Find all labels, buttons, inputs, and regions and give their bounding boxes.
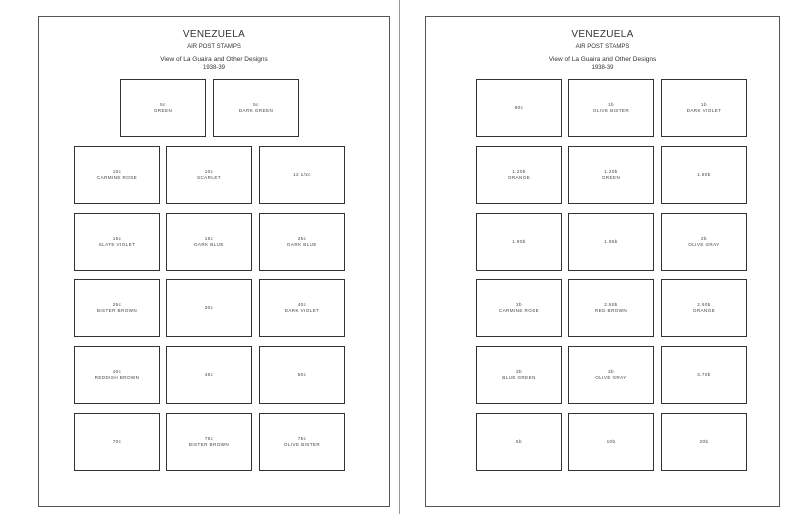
- stamp-color: CARMINE ROSE: [498, 308, 540, 313]
- stamp-color: CARMINE ROSE: [96, 175, 138, 180]
- stamp-space: [568, 146, 654, 204]
- stamp-denomination: 3b: [608, 369, 614, 374]
- album-page-left: [38, 16, 390, 507]
- stamp-denomination: 5b: [516, 439, 522, 444]
- stamp-denomination: 70c: [112, 439, 122, 444]
- stamp-denomination: 10c: [204, 169, 214, 174]
- stamp-space: [661, 213, 747, 271]
- stamp-space: [476, 79, 562, 137]
- page-series-title: AIR POST STAMPS: [187, 44, 241, 50]
- stamp-color: GREEN: [601, 175, 621, 180]
- stamp-denomination: 10b: [606, 439, 616, 444]
- stamp-denomination: 15c: [204, 236, 214, 241]
- stamp-denomination: 10c: [112, 169, 122, 174]
- stamp-space: [166, 146, 252, 204]
- stamp-color: OLIVE BISTER: [592, 108, 630, 113]
- page-divider: [399, 0, 400, 514]
- stamp-color: OLIVE GRAY: [595, 375, 627, 380]
- stamp-color: DARK VIOLET: [686, 108, 722, 113]
- stamp-space: [259, 279, 345, 337]
- stamp-denomination: 3b: [516, 369, 522, 374]
- stamp-space: [661, 146, 747, 204]
- stamp-space: [568, 413, 654, 471]
- stamp-color: DARK VIOLET: [284, 308, 320, 313]
- stamp-denomination: 40c: [112, 369, 122, 374]
- stamp-denomination: 1b: [701, 102, 707, 107]
- stamp-color: DARK GREEN: [238, 108, 274, 113]
- stamp-denomination: 1b: [608, 102, 614, 107]
- stamp-space: [74, 279, 160, 337]
- page-country-title: VENEZUELA: [182, 29, 246, 40]
- stamp-denomination: 25c: [112, 302, 122, 307]
- stamp-denomination: 75c: [297, 436, 307, 441]
- stamp-denomination: 5c: [160, 102, 166, 107]
- stamp-denomination: 3.70b: [697, 372, 711, 377]
- stamp-color: DARK BLUE: [194, 242, 224, 247]
- stamp-space: [661, 413, 747, 471]
- stamp-denomination: 1.95b: [604, 239, 618, 244]
- stamp-denomination: 15c: [112, 236, 122, 241]
- stamp-color: BLUE GREEN: [502, 375, 536, 380]
- stamp-color: ORANGE: [507, 175, 531, 180]
- page-series-title: AIR POST STAMPS: [575, 44, 630, 50]
- stamp-color: SCARLET: [197, 175, 221, 180]
- stamp-space: [568, 346, 654, 404]
- album-page-right: [425, 16, 780, 507]
- page-design-title: View of La Guaira and Other Designs: [160, 56, 268, 63]
- stamp-denomination: 50c: [297, 372, 307, 377]
- stamp-space: [74, 213, 160, 271]
- stamp-space: [74, 413, 160, 471]
- stamp-color: ORANGE: [692, 308, 716, 313]
- stamp-space: [259, 413, 345, 471]
- stamp-space: [661, 346, 747, 404]
- page-years: 1938-39: [591, 65, 614, 71]
- stamp-space: [476, 279, 562, 337]
- stamp-space: [476, 213, 562, 271]
- stamp-denomination: 2b: [516, 302, 522, 307]
- stamp-space: [213, 79, 299, 137]
- stamp-color: BISTER BROWN: [188, 442, 230, 447]
- stamp-space: [568, 79, 654, 137]
- stamp-space: [166, 213, 252, 271]
- stamp-denomination: 40c: [297, 302, 307, 307]
- stamp-color: DARK BLUE: [287, 242, 317, 247]
- stamp-space: [661, 279, 747, 337]
- page-years: 1938-39: [202, 65, 226, 71]
- page-design-title: View of La Guaira and Other Designs: [548, 56, 657, 63]
- stamp-space: [166, 279, 252, 337]
- stamp-space: [476, 346, 562, 404]
- stamp-denomination: 90c: [514, 105, 524, 110]
- stamp-color: GREEN: [153, 108, 173, 113]
- stamp-color: OLIVE BISTER: [283, 442, 321, 447]
- page-country-title: VENEZUELA: [571, 29, 634, 40]
- stamp-color: SLATE VIOLET: [98, 242, 136, 247]
- stamp-space: [259, 213, 345, 271]
- stamp-color: REDDISH BROWN: [94, 375, 140, 380]
- stamp-space: [74, 146, 160, 204]
- stamp-space: [74, 346, 160, 404]
- stamp-denomination: 20b: [699, 439, 709, 444]
- stamp-denomination: 12 1/2c: [293, 172, 311, 177]
- stamp-denomination: 45c: [204, 372, 214, 377]
- stamp-space: [476, 413, 562, 471]
- stamp-denomination: 30c: [204, 305, 214, 310]
- stamp-denomination: 2.50b: [697, 302, 711, 307]
- stamp-denomination: 2b: [701, 236, 707, 241]
- stamp-color: RED BROWN: [594, 308, 628, 313]
- stamp-denomination: 1.20b: [512, 169, 526, 174]
- stamp-space: [259, 146, 345, 204]
- stamp-space: [661, 79, 747, 137]
- stamp-denomination: 1.90b: [512, 239, 526, 244]
- stamp-color: OLIVE GRAY: [688, 242, 720, 247]
- stamp-color: BISTER BROWN: [96, 308, 138, 313]
- stamp-space: [476, 146, 562, 204]
- stamp-space: [166, 346, 252, 404]
- stamp-space: [568, 213, 654, 271]
- stamp-space: [120, 79, 206, 137]
- stamp-denomination: 5c: [253, 102, 259, 107]
- stamp-denomination: 1.80b: [697, 172, 711, 177]
- stamp-space: [259, 346, 345, 404]
- stamp-space: [166, 413, 252, 471]
- stamp-denomination: 25c: [297, 236, 307, 241]
- stamp-denomination: 1.20b: [604, 169, 618, 174]
- stamp-denomination: 2.50b: [604, 302, 618, 307]
- stamp-denomination: 75c: [204, 436, 214, 441]
- stamp-space: [568, 279, 654, 337]
